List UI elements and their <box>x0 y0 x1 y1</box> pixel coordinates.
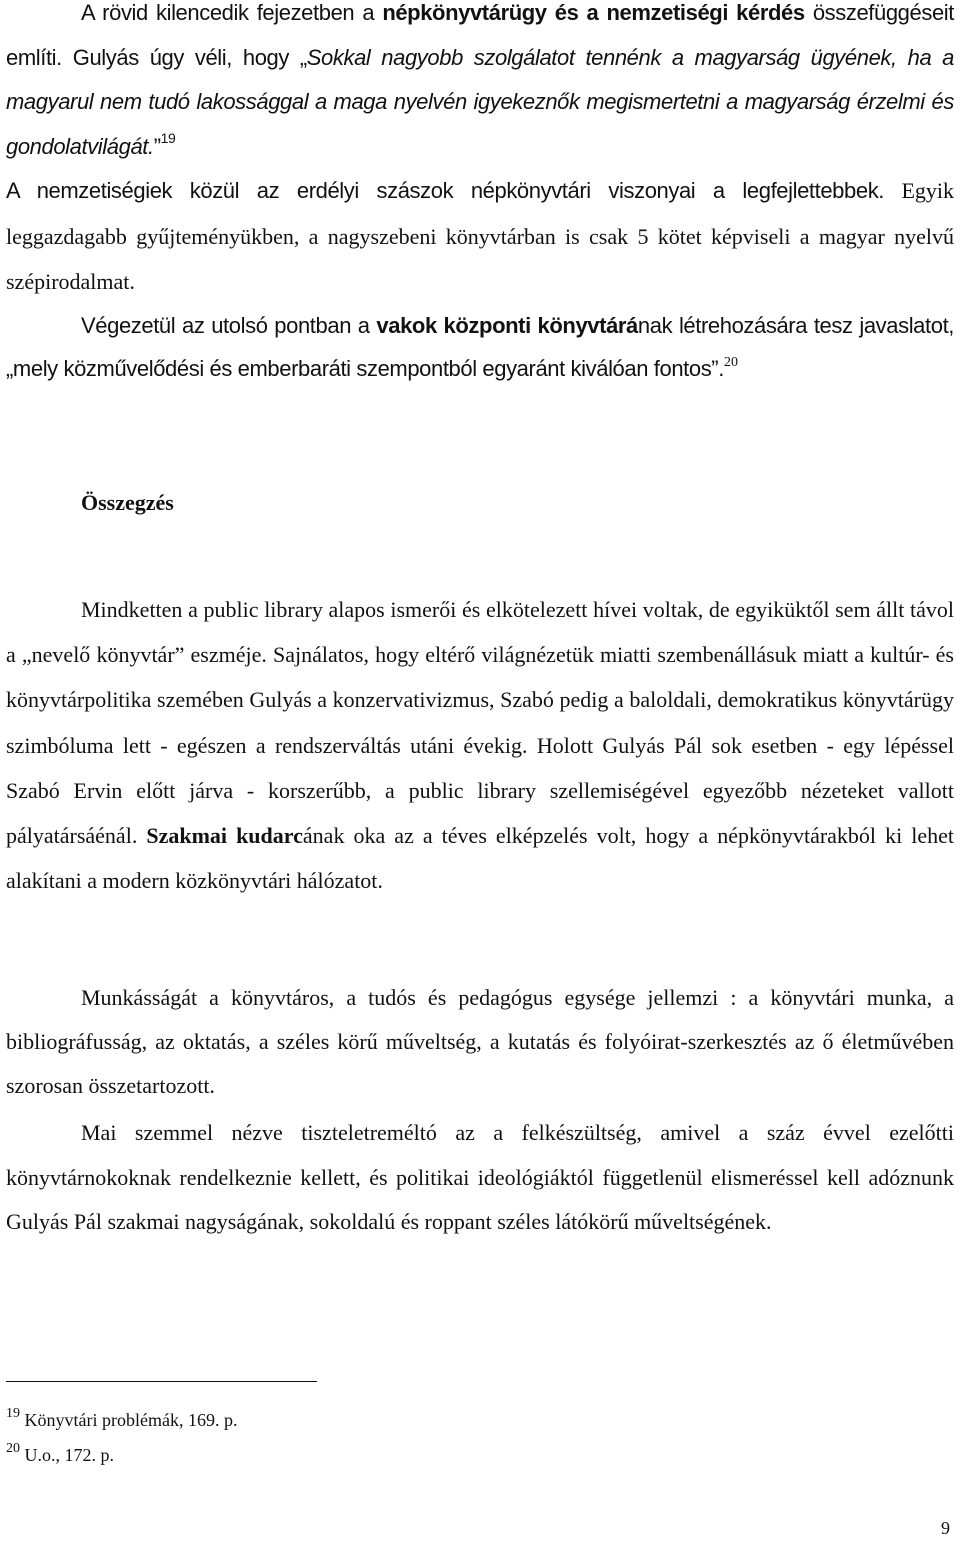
text: A rövid kilencedik fejezetben a <box>81 0 383 25</box>
paragraph-summary <box>6 587 954 903</box>
footnotes <box>6 1403 237 1473</box>
text: ának oka az a téves elképzelés volt, hogy a népkönyvtárakból ki lehet alakítani a modern közkönyvtári hálózatot. <box>6 823 954 894</box>
footnote-ref-19[interactable]: 19 <box>160 130 176 147</box>
page-number: 9 <box>941 1518 950 1538</box>
text: Egyik leggazdagabb gyűjteményükben, a nagyszebeni könyvtárban is csak 5 kötet képviseli a magyar nyelvű szépirodalmat. <box>6 178 954 294</box>
footnote-number: 20 <box>6 1441 20 1456</box>
closing-quote: ” <box>153 133 161 159</box>
footnote-19 <box>6 1403 237 1438</box>
bold-phrase: népkönyvtárügy és a nemzetiségi kérdés <box>382 0 805 25</box>
footnote-ref-20[interactable]: 20 <box>723 354 738 370</box>
paragraph-saxons <box>6 168 954 305</box>
paragraph-closing: Mai szemmel nézve tiszteletreméltó az a felkészültség, amivel a száz évvel ezelőtti könyvtárnokoknak rendelkeznie kellett, és politikai ideológiáktól függetlenül elismeréssel kell adóznunk Gulyás Pál szakmai nagyságának, sokoldalú és roppant széles látókörű műveltségének. <box>6 1120 954 1234</box>
text: Végezetül az utolsó pontban a <box>81 313 377 338</box>
quotation: Sokkal nagyobb szolgálatot tennénk a magyarság ügyének, ha a magyarul nem tudó lakossággal a maga nyelvén igyekeznők megismertetni a magyarság érzelmi és gondolatvilágát. <box>6 44 954 159</box>
footnote-text: U.o., 172. p. <box>20 1445 114 1465</box>
footnote-number: 19 <box>6 1406 20 1421</box>
footnote-20 <box>6 1438 237 1473</box>
bold-phrase: vakok központi könyvtárá <box>376 313 638 338</box>
text: összefüggéseit említi. Gulyás úgy véli, hogy „ <box>6 0 954 70</box>
text: nak létrehozására tesz javaslatot, „mely közművelődési és emberbaráti szempontból egyaránt kiválóan fontos”. <box>6 313 954 381</box>
paragraph-nationality-question <box>6 0 954 169</box>
text: Mindketten a public library alapos ismerői és elkötelezett hívei voltak, de egyiküktől sem állt távol a „nevelő könyvtár” eszméje. Sajnálatos, hogy eltérő világnézetük miatti szembenállásuk miatt a kultúr- és könyvtárpolitika szemében Gulyás a konzervativizmus, Szabó pedig a baloldali, demokratikus könyvtárügy szimbóluma lett - egészen a rendszerváltás utáni évekig. Holott Gulyás Pál sok esetben - egy lépéssel Szabó Ervin előtt járva - korszerűbb, a public library szellemiségével egyezőbb nézeteket vallott pályatársáénál. <box>6 597 954 849</box>
footnote-divider <box>6 1381 317 1382</box>
paragraph-work: Munkásságát a könyvtáros, a tudós és pedagógus egysége jellemzi : a könyvtári munka, a bibliográfusság, az oktatás, a széles körű műveltség, a kutatás és folyóirat-szerkesztés az ő életművében szorosan összetartozott. <box>6 985 954 1098</box>
footnote-text: Könyvtári problémák, 169. p. <box>20 1410 238 1430</box>
section-heading: Összegzés <box>81 490 174 515</box>
text: A nemzetiségiek közül az erdélyi szászok népkönyvtári viszonyai a legfejlettebbek. <box>6 178 885 203</box>
bold-phrase: Szakmai kudarc <box>146 823 303 849</box>
paragraph-blind-library <box>6 304 954 390</box>
